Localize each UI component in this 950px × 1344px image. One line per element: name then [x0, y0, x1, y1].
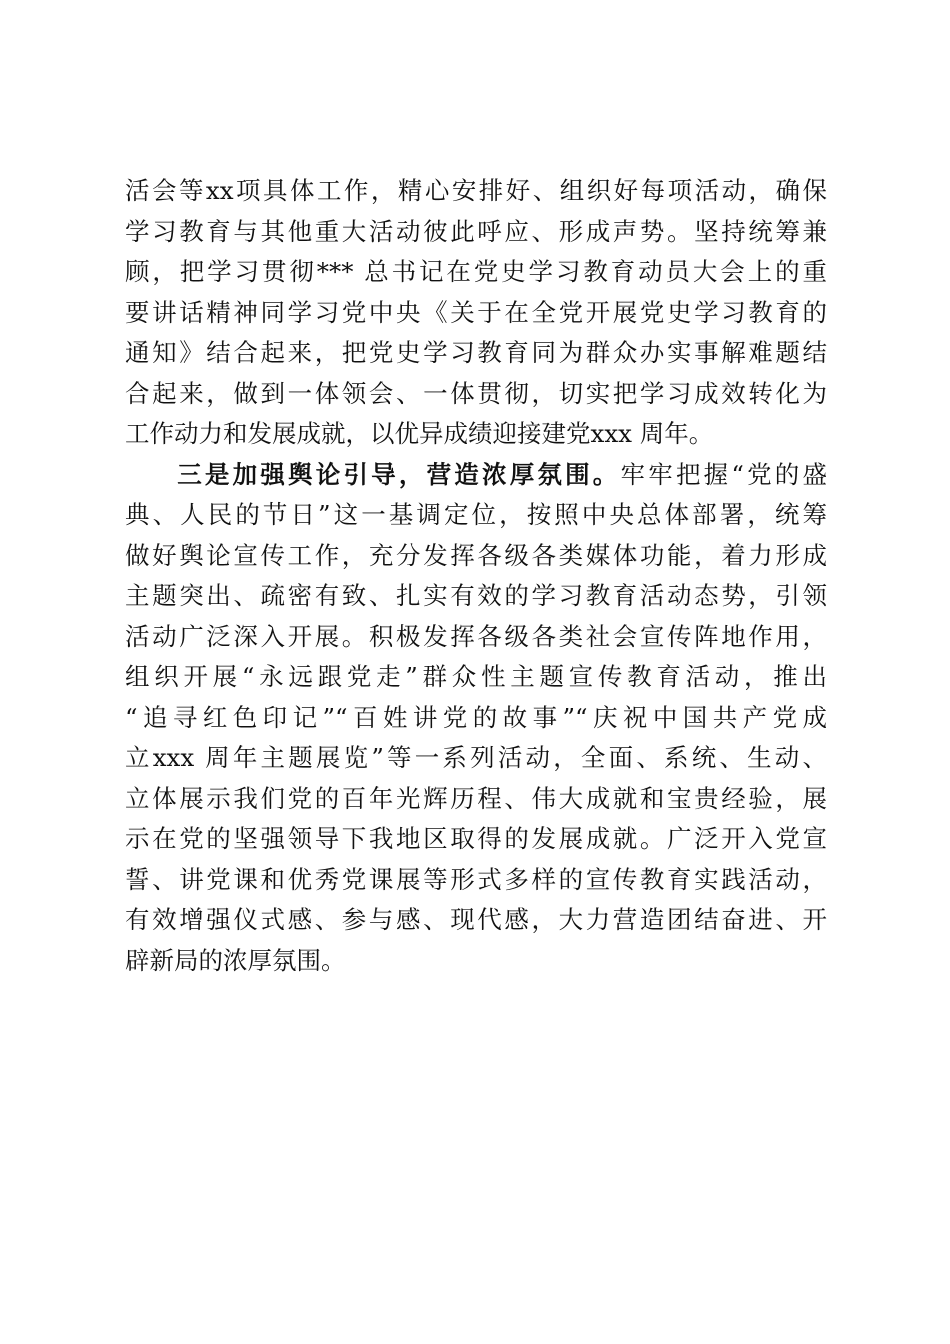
text-line: 活动广泛深入开展。积极发挥各级各类社会宣传阵地作用， [125, 621, 827, 651]
text-line: 要讲话精神同学习党中央《关于在全党开展党史学习教育的 [125, 297, 827, 327]
text-line: “追寻红色印记”“百姓讲党的故事”“庆祝中国共产党成 [125, 702, 827, 732]
paragraph-first-line [125, 455, 827, 496]
text-line: 主题突出、疏密有致、扎实有效的学习教育活动态势，引领 [125, 581, 827, 610]
text-line: 组织开展“永远跟党走”群众性主题宣传教育活动，推出 [125, 662, 827, 691]
text-line: 立体展示我们党的百年光辉历程、伟大成就和宝贵经验，展 [125, 783, 827, 813]
text-line: 合起来，做到一体领会、一体贯彻，切实把学习成效转化为 [125, 378, 827, 408]
text-line: 做好舆论宣传工作，充分发挥各级各类媒体功能，着力形成 [125, 540, 827, 570]
text-run: 牢牢把握“党的盛 [620, 459, 828, 489]
text-line: 有效增强仪式感、参与感、现代感，大力营造团结奋进、开 [125, 905, 827, 934]
paragraph-continued [125, 171, 827, 455]
paragraph-heading: 三是加强舆论引导，营造浓厚氛围。 [174, 459, 621, 489]
text-line: 示在党的坚强领导下我地区取得的发展成就。广泛开入党宣 [125, 824, 827, 853]
text-line: 工作动力和发展成就，以优异成绩迎接建党xxx 周年。 [125, 419, 714, 448]
document-body [125, 171, 827, 981]
text-line: 立xxx 周年主题展览”等一系列活动，全面、系统、生动、 [125, 743, 827, 772]
text-line: 通知》结合起来，把党史学习教育同为群众办实事解难题结 [125, 338, 827, 367]
text-line: 学习教育与其他重大活动彼此呼应、形成声势。坚持统筹兼 [125, 216, 827, 246]
text-line: 顾，把学习贯彻*** 总书记在党史学习教育动员大会上的重 [125, 257, 827, 286]
text-line: 誓、讲党课和优秀党课展等形式多样的宣传教育实践活动， [125, 864, 827, 894]
text-line: 辟新局的浓厚氛围。 [125, 945, 346, 975]
text-line: 典、人民的节日”这一基调定位，按照中央总体部署，统筹 [125, 500, 827, 529]
text-line: 活会等xx项具体工作，精心安排好、组织好每项活动，确保 [125, 176, 827, 205]
paragraph-three [125, 455, 827, 982]
